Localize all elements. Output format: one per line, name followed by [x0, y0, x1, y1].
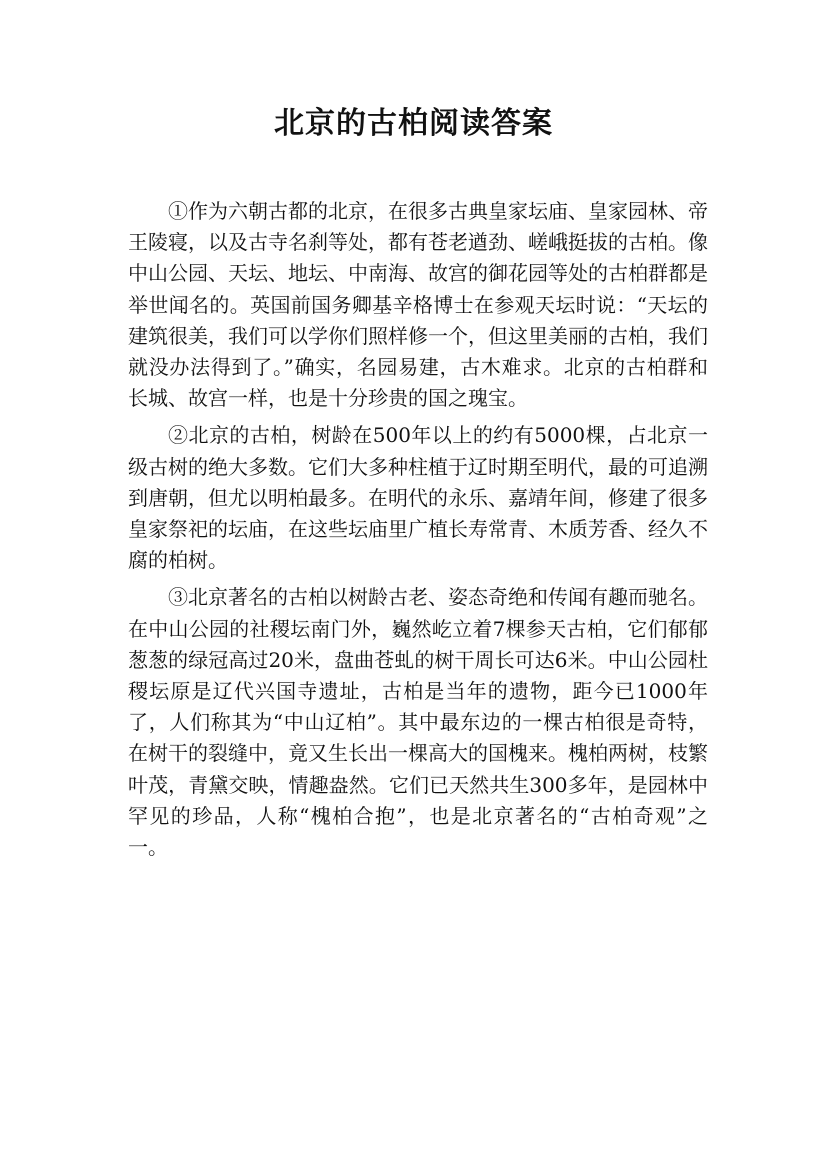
document-body [128, 196, 708, 863]
paragraph-1: ①作为六朝古都的北京，在很多古典皇家坛庙、皇家园林、帝王陵寝，以及古寺名刹等处，都有苍老遒劲、嵯峨挺拔的古柏。像中山公园、天坛、地坛、中南海、故宫的御花园等处的古柏群都是举世闻名的。英国前国务卿基辛格博士在参观天坛时说：“天坛的建筑很美，我们可以学你们照样修一个，但这里美丽的古柏，我们就没办法得到了。”确实，名园易建，古木难求。北京的古柏群和长城、故宫一样，也是十分珍贵的国之瑰宝。 [128, 199, 708, 411]
paragraph-3: ③北京著名的古柏以树龄古老、姿态奇绝和传闻有趣而驰名。在中山公园的社稷坛南门外，巍然屹立着7棵参天古柏，它们郁郁葱葱的绿冠高过20米，盘曲苍虬的树干周长可达6米。中山公园杜稷坛原是辽代兴国寺遗址，古柏是当年的遗物，距今已1000年了，人们称其为“中山辽柏”。其中最东边的一棵古柏很是奇特，在树干的裂缝中，竟又生长出一棵高大的国槐来。槐柏两树，枝繁叶茂，青黛交映，情趣盎然。它们已天然共生300多年，是园林中罕见的珍品，人称“槐柏合抱”，也是北京著名的“古柏奇观”之一。 [128, 585, 708, 860]
document-title: 北京的古柏阅读答案 [274, 106, 553, 141]
paragraph-2: ②北京的古柏，树龄在500年以上的约有5000棵，占北京一级古树的绝大多数。它们大多种柱植于辽时期至明代，最的可追溯到唐朝，但尤以明柏最多。在明代的永乐、嘉靖年间，修建了很多皇家祭祀的坛庙，在这些坛庙里广植长寿常青、木质芳香、经久不腐的柏树。 [128, 423, 708, 573]
